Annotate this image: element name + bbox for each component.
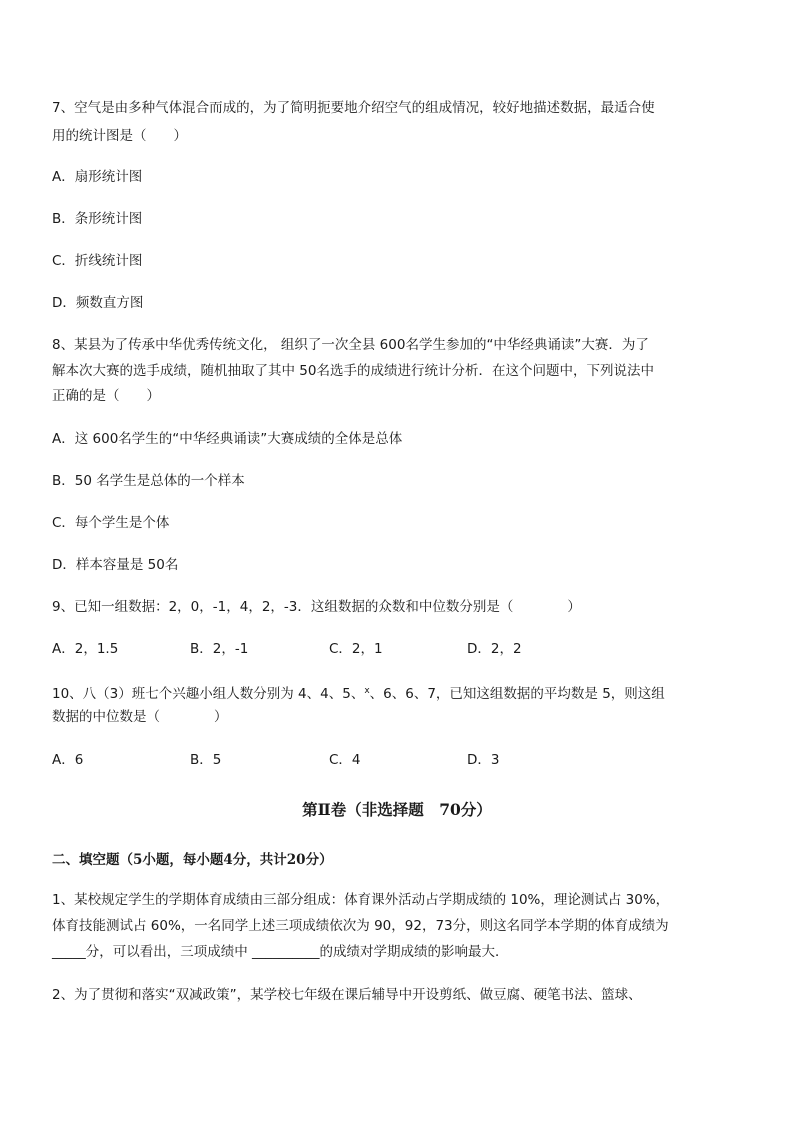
q8-option-d: D．样本容量是 50名 [52,557,179,573]
q7-option-c: C．折线统计图 [52,253,143,269]
q10-option-a: A．6 [52,752,84,768]
q10-stem-line-2: 数据的中位数是（ ） [52,709,228,725]
section-2-title: 第Ⅱ卷（非选择题 70分） [302,800,492,819]
q7-option-b: B．条形统计图 [52,211,143,227]
q10-option-c: C．4 [329,752,361,768]
q8-stem-line-3: 正确的是（ ） [52,388,160,404]
fill1-line-3: _____分，可以看出，三项成绩中 __________的成绩对学期成绩的影响最大． [52,944,509,960]
q9-option-a: A．2，1.5 [52,641,119,657]
q9-option-b: B．2，-1 [190,641,249,657]
q10-options-row [52,750,742,770]
q9-option-d: D．2，2 [467,641,522,657]
q8-stem-line-1: 8、某县为了传承中华优秀传统文化， 组织了一次全县 600名学生参加的“中华经典诵读”大赛．为了 [52,337,649,353]
q7-stem-line-2: 用的统计图是（ ） [52,128,187,144]
q10-stem-part-1: 10、八（3）班七个兴趣小组人数分别为 4、4、5、 [52,686,365,702]
q7-stem-line-1: 7、空气是由多种气体混合而成的，为了简明扼要地介绍空气的组成情况，较好地描述数据，最适合使 [52,100,655,116]
q7-option-d: D．频数直方图 [52,295,144,311]
q8-stem-line-2: 解本次大赛的选手成绩，随机抽取了其中 50名选手的成绩进行统计分析．在这个问题中，下列说法中 [52,363,654,379]
q10-option-b: B．5 [190,752,222,768]
fill1-line-2: 体育技能测试占 60%，一名同学上述三项成绩依次为 90，92，73分，则这名同学本学期的体育成绩为 [52,918,669,934]
q10-variable-x: x [364,686,370,696]
fill1-line-1: 1、某校规定学生的学期体育成绩由三部分组成：体育课外活动占学期成绩的 10%，理论测试占 30%， [52,892,670,908]
q10-stem-part-2: 、6、6、7，已知这组数据的平均数是 5，则这组 [369,686,665,702]
q9-options-row [52,639,742,659]
q10-stem-line-1 [52,681,665,704]
fill2-line-1: 2、为了贯彻和落实“双减政策”，某学校七年级在课后辅导中开设剪纸、做豆腐、硬笔书法、篮球、 [52,987,642,1003]
q9-option-c: C．2，1 [329,641,383,657]
fill-in-part-title: 二、填空题（5小题，每小题4分，共计20分） [52,852,333,868]
q7-option-a: A．扇形统计图 [52,169,143,185]
q8-option-c: C．每个学生是个体 [52,515,170,531]
q8-option-b: B．50 名学生是总体的一个样本 [52,473,245,489]
q8-option-a: A．这 600名学生的“中华经典诵读”大赛成绩的全体是总体 [52,431,403,447]
q9-stem: 9、已知一组数据：2，0，-1，4，2，-3．这组数据的众数和中位数分别是（ ） [52,599,581,615]
q10-option-d: D．3 [467,752,500,768]
